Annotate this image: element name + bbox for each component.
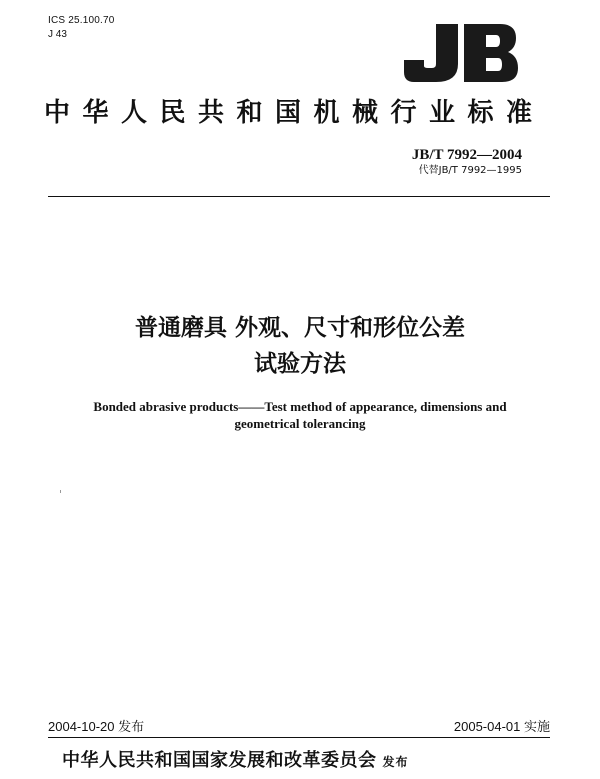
logo-letter-b [464,24,518,82]
jb-logo [402,22,520,84]
issuer-suffix: 发布 [382,755,409,769]
chinese-title-line-1: 普通磨具 外观、尺寸和形位公差 [134,315,465,341]
logo-letter-j [404,24,458,82]
ics-code: ICS 25.100.70 [48,15,115,26]
issuer-name: 中华人民共和国国家发展和改革委员会 [62,750,377,771]
replaces-standard: 代替JB/T 7992—1995 [418,165,522,176]
issuing-authority [62,749,409,774]
classification-code: J 43 [48,29,67,40]
issue-date: 2004-10-20 发布 [48,719,145,734]
standard-number: JB/T 7992—2004 [411,147,522,163]
chinese-title-line-2: 试验方法 [254,351,346,377]
footer-divider [48,737,550,738]
english-title-line-2: geometrical tolerancing [234,416,366,431]
implementation-date: 2005-04-01 实施 [453,719,550,734]
header-divider [48,196,550,197]
scan-speck [60,490,61,493]
industry-standard-title: 中华人民共和国机械行业标准 [44,98,545,128]
english-title-line-1: Bonded abrasive products——Test method of appearance, dimensions and [93,399,507,414]
